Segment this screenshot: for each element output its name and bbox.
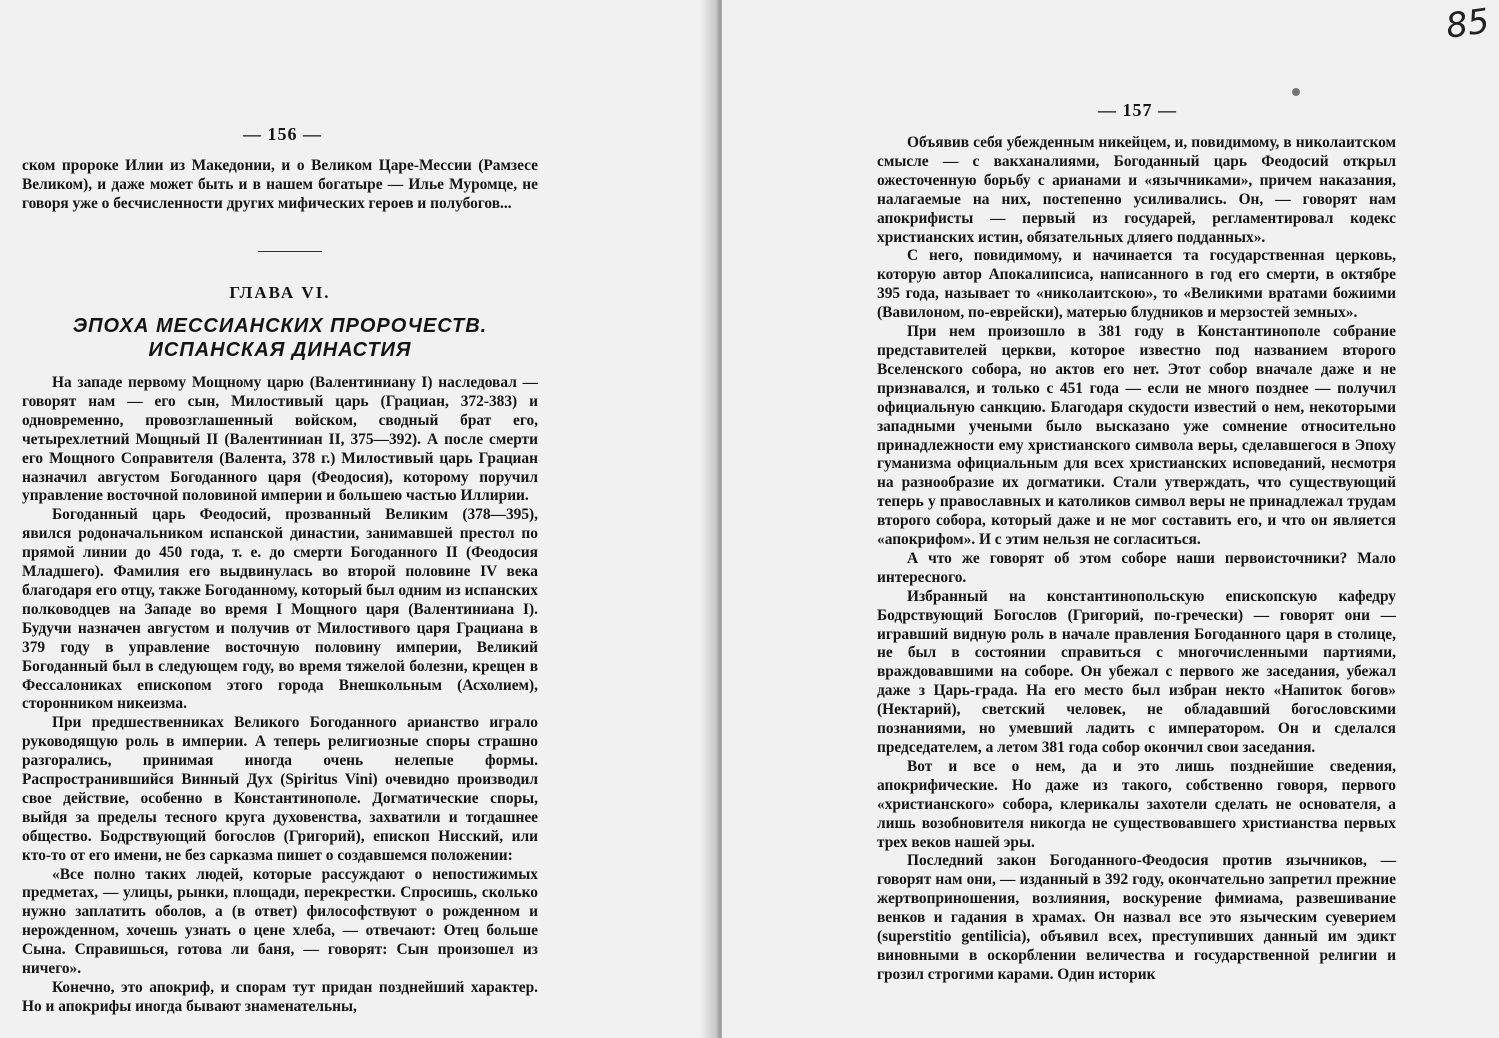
- right-body-text: [877, 134, 1396, 985]
- handwritten-folio-number: 85: [1443, 1, 1492, 47]
- paragraph: Богоданный царь Феодосий, прозванный Великим (378—395), явился родоначальником испанской династии, занимавшей престол по прямой линии до 450 года, т. е. до смерти Богоданного II (Феодосия Младшего). Фамилия его выдвинулась во второй половине IV века благодаря его отцу, также Богоданному, который был одним из испанских полководцев на Западе во время I Мощного царя (Валентиниана I). Будучи назначен августом и получив от Милостивого царя Грациана в 379 году в управление восточную половину империи, Великий Богоданный был в следующем году, во время тяжелой болезни, крещен в Фессалониках епископом этого города Внешкольным (Асхолием), сторонником никеизма.: [22, 506, 538, 713]
- paragraph: Последний закон Богоданного-Феодосия против язычников, — говорят нам они, — изданный в 392 году, окончательно запретил прежние жертвоприношения, возлияния, воскурение фимиама, развешивание венков и гадания в храмах. Он назвал все это языческим суеверием (superstitio gentilicia), объявил всех, преступивших данный им эдикт виновными в оскорблении величества и государственной религии и грозил строгими карами. Один историк: [877, 852, 1396, 983]
- paragraph: ском пророке Илии из Македонии, и о Великом Царе-Мессии (Рамзесе Великом), и даже может быть и в нашем богатыре — Илье Муромце, не говоря уже о бесчисленности других мифических героев и полубогов...: [22, 157, 538, 212]
- divider-rule: [258, 251, 322, 252]
- chapter-title-line-1: ЭПОХА МЕССИАНСКИХ ПРОРОЧЕСТВ.: [72, 315, 488, 337]
- continuation-text: [22, 157, 538, 214]
- paragraph: Избранный на константинопольскую епископскую кафедру Бодрствующий Богослов (Григорий, по-гречески) — говорят они — игравший видную роль в начале правления Богоданного царя в столице, не был в состоянии справиться с многочисленными партиями, враждовавшими на соборе. Он убежал с первого же заседания, убежал даже з Царь-града. На его место был избран некто «Напиток богов» (Нектарий), светский человек, не обладавший богословскими познаниями, но умевший ладить с императором. Он и сделался председателем, а летом 381 года собор окончил свои заседания.: [877, 587, 1396, 756]
- paragraph: С него, повидимому, и начинается та государственная церковь, которую автор Апокалипсиса, написанного в год его смерти, в октябре 395 года, называет то «николаитскою», то «Великими вратами божиими (Вавилоном, по-еврейски), матерью блудников и мерзостей земных».: [877, 247, 1396, 322]
- paragraph: Вот и все о нем, да и это лишь позднейшие сведения, апокрифические. Но даже из такого, собственно говоря, первого «христианского» собора, клерикалы захотели сделать не основателя, а лишь возобновителя никогда не существовавшего христианства первых трех веков нашей эры.: [877, 757, 1396, 851]
- paragraph: На западе первому Мощному царю (Валентиниану I) наследовал — говорят нам — его сын, Милостивый царь (Грациан, 372-383) и одновременно, провозглашенный войском, сводный брат его, четырехлетний Мощный II (Валентиниан II, 375—392). А после смерти его Мощного Соправителя (Валента, 378 г.) Милостивый царь Грациан назначил августом Богоданного царя (Феодосия), которому поручил управление восточной половиной империи и большею частью Иллирии.: [22, 374, 538, 505]
- chapter-heading: ГЛАВА VI.: [229, 283, 331, 302]
- left-page: [0, 0, 718, 1038]
- right-page: [722, 0, 1499, 1038]
- paragraph: Объявив себя убежденным никейцем, и, повидимому, в николаитском смысле — с вакханалиями, Богоданный царь Феодосий открыл ожесточенную борьбу с арианами и «язычниками», причем наказания, налагаемые на них, постепенно усиливались. Он, — говорят нам апокрифисты — первый из государей, регламентировал кодекс христианских истин, обязательных дляего подданных».: [877, 134, 1396, 246]
- ink-spot: [1292, 88, 1300, 96]
- paragraph: Конечно, это апокриф, и спорам тут придан позднейший характер. Но и апокрифы иногда бывают знаменательны,: [22, 979, 538, 1015]
- left-body-text: [22, 374, 538, 1017]
- quotation: «Все полно таких людей, которые рассуждают о непостижимых предметах, — улицы, рынки, площади, перекрестки. Спросишь, сколько нужно заплатить оболов, а (в ответ) философствуют о рожденном и нерожденном, хочешь узнать о цене хлеба, — отвечают: Отец больше Сына. Справишься, готова ли баня, — говорят: Сын произошел из ничего».: [22, 865, 538, 978]
- page-number-left: — 156 —: [243, 124, 322, 144]
- chapter-title: [22, 314, 538, 362]
- paragraph: А что же говорят об этом соборе наши первоисточники? Мало интересного.: [877, 549, 1396, 586]
- paragraph: При нем произошло в 381 году в Константинополе собрание представителей церкви, которое известно под названием второго Вселенского собора, но актов его нет. Этот собор вначале даже и не признавался, и только с 451 года — если не много позднее — получил официальную санкцию. Благодаря скудости известий о нем, некоторыми западными учеными было высказано уже сомнение относительно принадлежности ему христианского символа веры, сделавшегося в Эпоху гуманизма официальным для всех христианских исповеданий, несмотря на разнообразие их догматики. Стали утверждать, что существующий теперь у православных и католиков символ веры не принадлежал трудам второго собора, который даже и не мог составить его, и что он является «апокрифом». И с этим нельзя не согласиться.: [877, 323, 1396, 549]
- chapter-title-line-2: ИСПАНСКАЯ ДИНАСТИЯ: [148, 339, 412, 361]
- page-number-right: — 157 —: [1098, 100, 1177, 120]
- paragraph: При предшественниках Великого Богоданного арианство играло руководящую роль в империи. А теперь религиозные споры страшно разгорались, принимая иногда очень нелепые формы. Распространившийся Винный Дух (Spiritus Vini) очевидно производил свое действие, особенно в Константинополе. Догматические споры, выйдя за пределы тесного круга духовенства, захватили и тогдашнее общество. Бодрствующий богослов (Григорий), епископ Нисский, или кто-то от его имени, не без сарказма пишет о создавшемся положении:: [22, 714, 538, 864]
